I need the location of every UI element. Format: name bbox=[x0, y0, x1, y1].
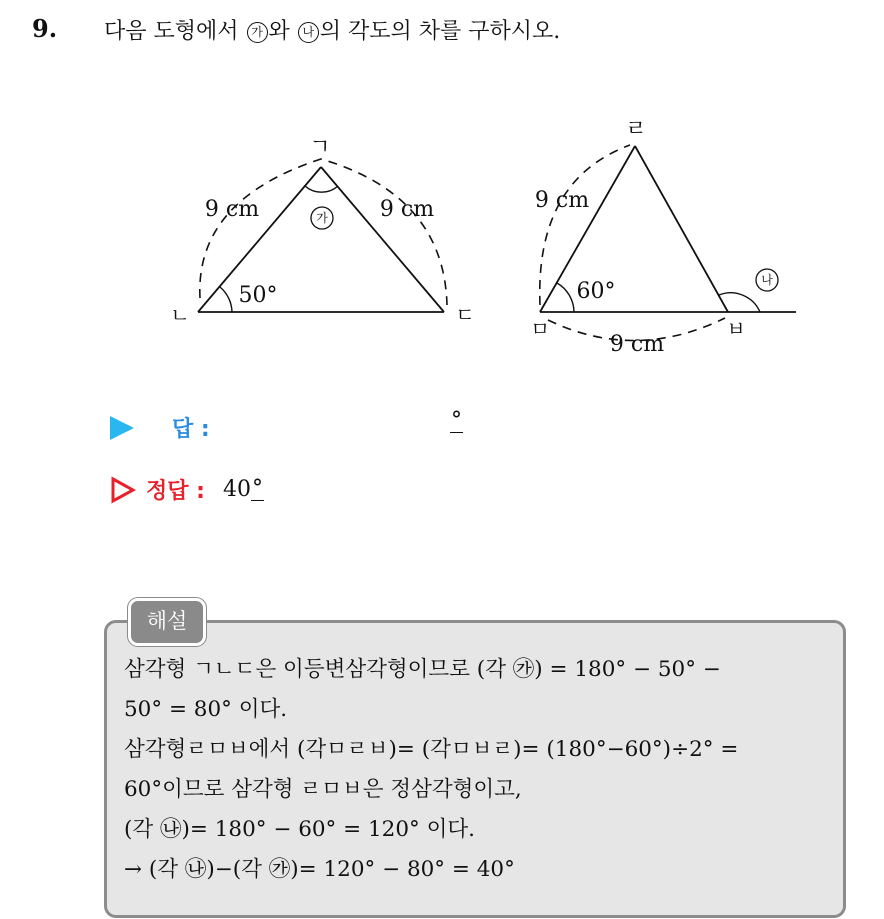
correct-value: 40 bbox=[222, 477, 251, 502]
left-vertex-left: ㄴ bbox=[170, 303, 190, 327]
right-vertex-left: ㅁ bbox=[530, 317, 550, 341]
correct-unit: ° bbox=[251, 476, 263, 501]
explanation-line-4: 60°이므로 삼각형 ㄹㅁㅂ은 정삼각형이고, bbox=[124, 777, 522, 802]
explanation-line-5: (각 ㉯)= 180° − 60° = 120° 이다. bbox=[124, 817, 475, 842]
answer-unit: ° bbox=[451, 408, 462, 433]
explanation-title: 해설 bbox=[128, 598, 206, 646]
question-text-mid: 와 bbox=[268, 19, 290, 44]
answer-label: 답 : bbox=[172, 417, 210, 442]
left-angle-label: 가 bbox=[316, 211, 328, 225]
answer-row bbox=[110, 412, 210, 443]
left-triangle bbox=[170, 135, 474, 327]
right-vertex-top: ㄹ bbox=[625, 117, 647, 142]
right-angle-value: 60° bbox=[576, 279, 616, 304]
question-number: 9. bbox=[32, 14, 58, 43]
correct-label: 정답 : bbox=[146, 479, 205, 504]
question-text-before: 다음 도형에서 bbox=[104, 19, 239, 44]
explanation-line-1: 삼각형 ㄱㄴㄷ은 이등변삼각형이므로 (각 ㉮) = 180° − 50° − bbox=[124, 657, 721, 682]
right-angle-label: 나 bbox=[761, 273, 773, 287]
right-side-label-left: 9 cm bbox=[534, 188, 590, 213]
left-side-label-right: 9 cm bbox=[379, 197, 435, 222]
explanation-line-2: 50° = 80° 이다. bbox=[124, 697, 288, 722]
right-side-label-bottom: 9 cm bbox=[609, 332, 665, 357]
question-text-after: 의 각도의 차를 구하시오. bbox=[319, 19, 561, 44]
left-vertex-top: ㄱ bbox=[309, 135, 331, 160]
left-angle-value: 50° bbox=[238, 283, 278, 308]
right-vertex-right: ㅂ bbox=[726, 317, 746, 341]
explanation-line-3: 삼각형ㄹㅁㅂ에서 (각ㅁㄹㅂ)= (각ㅁㅂㄹ)= (180°−60°)÷2° = bbox=[124, 737, 739, 762]
left-vertex-right: ㄷ bbox=[455, 303, 475, 327]
right-triangle bbox=[530, 117, 796, 357]
question-text bbox=[104, 14, 560, 45]
label-na-circle: 나 bbox=[298, 22, 319, 43]
outline-arrow-icon bbox=[110, 476, 136, 504]
explanation-line-6: → (각 ㉯)−(각 ㉮)= 120° − 80° = 40° bbox=[124, 857, 515, 882]
label-ga-circle: 가 bbox=[247, 22, 268, 43]
play-arrow-icon bbox=[110, 416, 134, 440]
left-side-label-left: 9 cm bbox=[204, 197, 260, 222]
correct-row bbox=[110, 474, 264, 505]
triangle-figures bbox=[0, 100, 884, 370]
